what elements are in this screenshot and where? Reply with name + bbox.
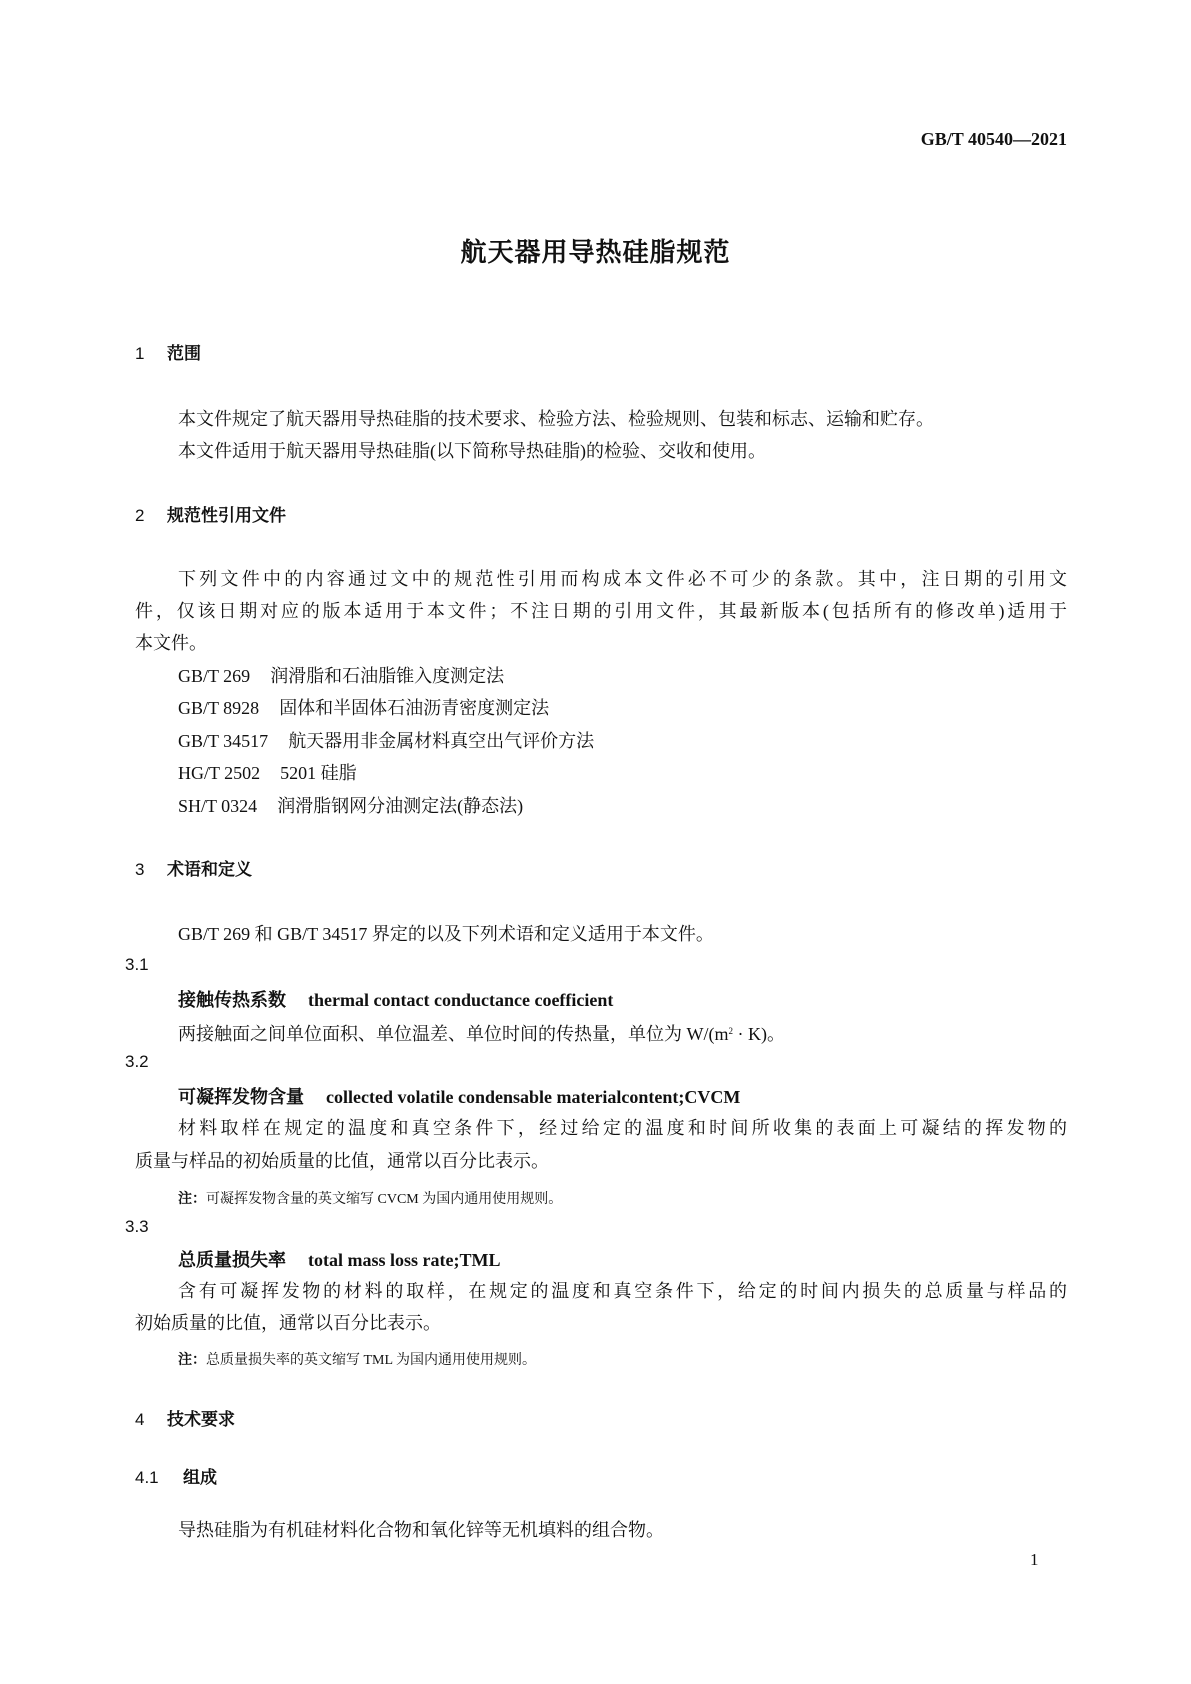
reference-code: GB/T 34517	[178, 731, 269, 751]
section-number: 2	[135, 506, 145, 525]
paragraph-line: 下列文件中的内容通过文中的规范性引用而构成本文件必不可少的条款。其中，注日期的引用文	[178, 569, 1067, 589]
term-definition: 质量与样品的初始质量的比值，通常以百分比表示。	[135, 1151, 549, 1171]
reference-item	[178, 696, 549, 720]
term-en: collected volatile condensable materialcontent;CVCM	[326, 1087, 741, 1107]
section-number: 1	[135, 344, 145, 363]
term-number: 3.2	[125, 1052, 149, 1071]
term-heading	[178, 988, 613, 1012]
term-definition: 含有可凝挥发物的材料的取样，在规定的温度和真空条件下，给定的时间内损失的总质量与样品的	[178, 1281, 1067, 1301]
section-number: 3	[135, 860, 145, 879]
page-title: 航天器用导热硅脂规范	[460, 237, 731, 267]
section-title: 术语和定义	[167, 860, 252, 879]
section-heading-4	[135, 1408, 235, 1432]
section-number: 4	[135, 1410, 145, 1429]
note	[178, 1186, 562, 1212]
term-number: 3.1	[125, 955, 149, 974]
term-number: 3.3	[125, 1217, 149, 1236]
term-definition	[178, 1019, 785, 1046]
document-number: GB/T 40540—2021	[920, 129, 1067, 149]
section-title: 规范性引用文件	[167, 506, 286, 525]
subsection-heading-4-1	[135, 1466, 217, 1490]
term-zh: 接触传热系数	[178, 990, 286, 1010]
reference-code: GB/T 8928	[178, 698, 260, 718]
reference-code: SH/T 0324	[178, 796, 258, 816]
note	[178, 1347, 536, 1373]
paragraph-line: 件，仅该日期对应的版本适用于本文件；不注日期的引用文件，其最新版本(包括所有的修改单)适用于	[135, 601, 1067, 621]
note-text: 总质量损失率的英文缩写 TML 为国内通用使用规则。	[206, 1353, 537, 1368]
note-label: 注：	[178, 1190, 206, 1206]
paragraph-line: 本文件。	[135, 633, 207, 653]
reference-title: 5201 硅脂	[280, 763, 357, 783]
term-heading	[178, 1248, 500, 1272]
term-definition: 材料取样在规定的温度和真空条件下，经过给定的温度和时间所收集的表面上可凝结的挥发物的	[178, 1118, 1067, 1138]
section-title: 技术要求	[167, 1410, 235, 1429]
paragraph: 本文件规定了航天器用导热硅脂的技术要求、检验方法、检验规则、包装和标志、运输和贮存。	[178, 409, 934, 429]
note-text: 可凝挥发物含量的英文缩写 CVCM 为国内通用使用规则。	[206, 1192, 563, 1207]
reference-title: 润滑脂钢网分油测定法(静态法)	[277, 796, 524, 816]
definition-text: · K)。	[732, 1024, 785, 1044]
reference-item	[178, 664, 504, 688]
section-heading-1	[135, 342, 201, 366]
superscript: 2	[728, 1026, 733, 1036]
term-heading	[178, 1085, 740, 1109]
term-en: thermal contact conductance coefficient	[308, 990, 614, 1010]
reference-title: 航天器用非金属材料真空出气评价方法	[288, 731, 595, 751]
page-number: 1	[1030, 1550, 1039, 1569]
section-number: 4.1	[135, 1468, 159, 1487]
section-heading-2	[135, 504, 286, 528]
paragraph: GB/T 269 和 GB/T 34517 界定的以及下列术语和定义适用于本文件。	[178, 924, 714, 944]
reference-title: 润滑脂和石油脂锥入度测定法	[270, 666, 505, 686]
reference-item	[178, 729, 594, 753]
paragraph: 导热硅脂为有机硅材料化合物和氧化锌等无机填料的组合物。	[178, 1520, 664, 1540]
reference-item	[178, 761, 357, 785]
reference-code: GB/T 269	[178, 666, 251, 686]
definition-text: 两接触面之间单位面积、单位温差、单位时间的传热量，单位为 W/(m	[178, 1024, 729, 1044]
term-definition: 初始质量的比值，通常以百分比表示。	[135, 1313, 441, 1333]
section-heading-3	[135, 858, 252, 882]
reference-code: HG/T 2502	[178, 763, 261, 783]
term-zh: 可凝挥发物含量	[178, 1087, 304, 1107]
paragraph: 本文件适用于航天器用导热硅脂(以下简称导热硅脂)的检验、交收和使用。	[178, 441, 766, 461]
term-zh: 总质量损失率	[178, 1250, 286, 1270]
section-title: 组成	[183, 1468, 217, 1487]
note-label: 注：	[178, 1351, 206, 1367]
reference-title: 固体和半固体石油沥青密度测定法	[279, 698, 550, 718]
section-title: 范围	[167, 344, 201, 363]
reference-item	[178, 794, 523, 818]
term-en: total mass loss rate;TML	[308, 1250, 501, 1270]
